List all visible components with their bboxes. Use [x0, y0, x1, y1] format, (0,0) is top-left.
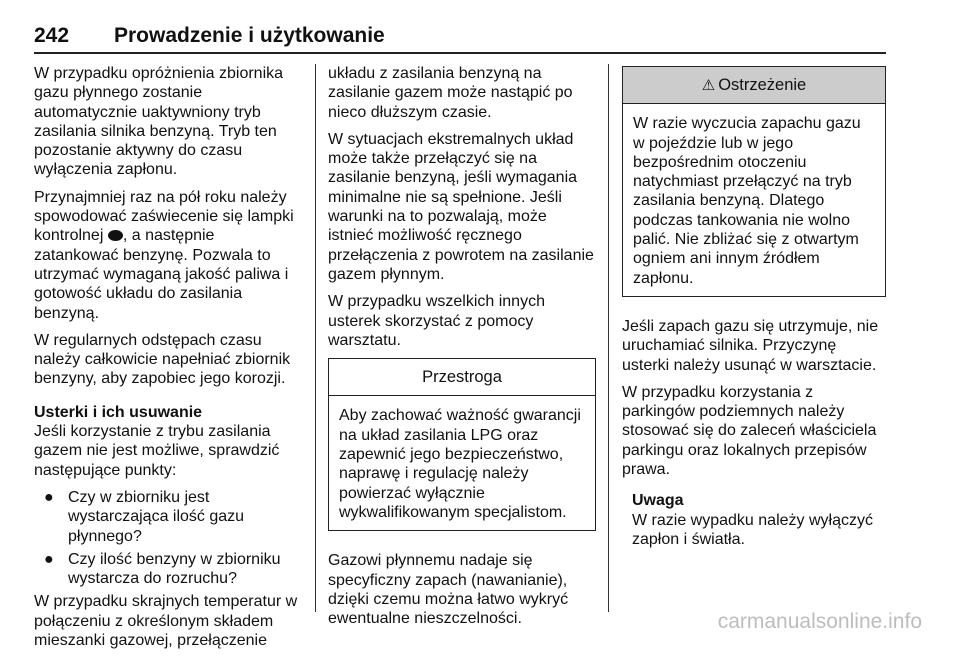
column-divider	[315, 64, 316, 612]
warning-title: Ostrzeżenie	[718, 76, 807, 94]
warning-text: W razie wyczucia zapachu gazu w pojeździe lub w jego bezpośrednim otoczeniu natychmiast przełączyć na tryb zasilania benzyną. Dlatego podczas tankowania nie wolno palić. Nie zbliżać się z otwartym ogniem ani innym źródłem zapłonu.	[633, 115, 861, 287]
paragraph: W przypadku wszelkich innych usterek skorzystać z pomocy warsztatu.	[328, 293, 545, 349]
warning-triangle-icon: ⚠	[701, 77, 716, 94]
page-header	[34, 24, 886, 54]
paragraph: Gazowi płynnemu nadaje się specyficzny zapach (nawanianie), dzięki czemu można łatwo wykryć ewentualne nieszczelności.	[328, 552, 569, 628]
bullet-icon: ●	[44, 488, 54, 506]
paragraph: W przypadku opróżnienia zbiornika gazu płynnego zostanie automatycznie uaktywniony tryb zasilania silnika benzyną. Tryb ten pozostanie aktywny do czasu wyłączenia zapłonu.	[34, 65, 284, 179]
paragraph: układu z zasilania benzyną na zasilanie gazem może nastąpić po nieco dłuższym czasie.	[328, 65, 573, 121]
bullet-icon: ●	[44, 550, 54, 568]
warning-box	[622, 66, 886, 297]
list-item-text: Czy ilość benzyny w zbiorniku wystarcza do rozruchu?	[68, 550, 281, 588]
subheading: Usterki i ich usuwanie	[34, 403, 203, 421]
caution-box	[328, 358, 596, 531]
list-item-text: Czy w zbiorniku jest wystarczająca ilość gazu płynnego?	[68, 488, 245, 545]
paragraph	[34, 188, 302, 323]
note-title: Uwaga	[632, 492, 684, 510]
list-item	[34, 488, 302, 546]
page-number: 242	[34, 24, 70, 47]
control-indicator-icon	[108, 230, 123, 241]
paragraph: Jeśli korzystanie z trybu zasilania gazem nie jest możliwe, sprawdzić następujące punkty:	[34, 423, 280, 479]
paragraph: W przypadku korzystania z parkingów podziemnych należy stosować się do zaleceń właściciela parkingu oraz lokalnych przepisów prawa.	[622, 383, 877, 479]
checklist	[34, 488, 302, 588]
warning-header	[623, 67, 885, 104]
caution-text: Aby zachować ważność gwarancji na układ zasilania LPG oraz zapewnić jego bezpieczeństwo, naprawę i regulację należy powierzać wyłącznie wykwalifikowanym specjalistom.	[339, 407, 581, 521]
paragraph: W regularnych odstępach czasu należy całkowicie napełniać zbiornik benzyny, aby zapobiec jego korozji.	[34, 331, 291, 388]
text-run: , a następnie zatankować benzynę. Pozwala to utrzymać wymaganą jakość paliwa i gotowość układu do zasilania benzyną.	[34, 227, 289, 322]
list-item	[34, 550, 302, 589]
chapter-title: Prowadzenie i użytkowanie	[114, 24, 385, 47]
column-divider	[608, 64, 609, 612]
column-1	[34, 64, 302, 658]
text-run: Przynajmniej raz na pół roku należy spowodować zaświecenie się lampki kontrolnej	[34, 188, 294, 245]
paragraph: W sytuacjach ekstremalnych układ może także przełączyć się na zasilanie benzyną, jeśli wymagania minimalne nie są spełnione. Jeśli warunki na to pozwalają, może istnieć możliwość ręcznego przełączenia z powrotem na zasilanie gazem płynnym.	[328, 130, 594, 283]
caution-title: Przestroga	[329, 359, 595, 396]
column-2	[328, 64, 596, 636]
watermark: carmanualsonline.info	[717, 610, 922, 633]
paragraph: Jeśli zapach gazu się utrzymuje, nie uruchamiać silnika. Przyczynę usterki należy usunąć w warsztacie.	[622, 317, 879, 374]
header-divider	[34, 52, 886, 54]
note	[622, 491, 886, 549]
column-3	[622, 64, 886, 549]
note-text: W razie wypadku należy wyłączyć zapłon i światła.	[632, 511, 873, 548]
paragraph: W przypadku skrajnych temperatur w połączeniu z określonym składem mieszanki gazowej, przełączenie	[34, 593, 298, 650]
